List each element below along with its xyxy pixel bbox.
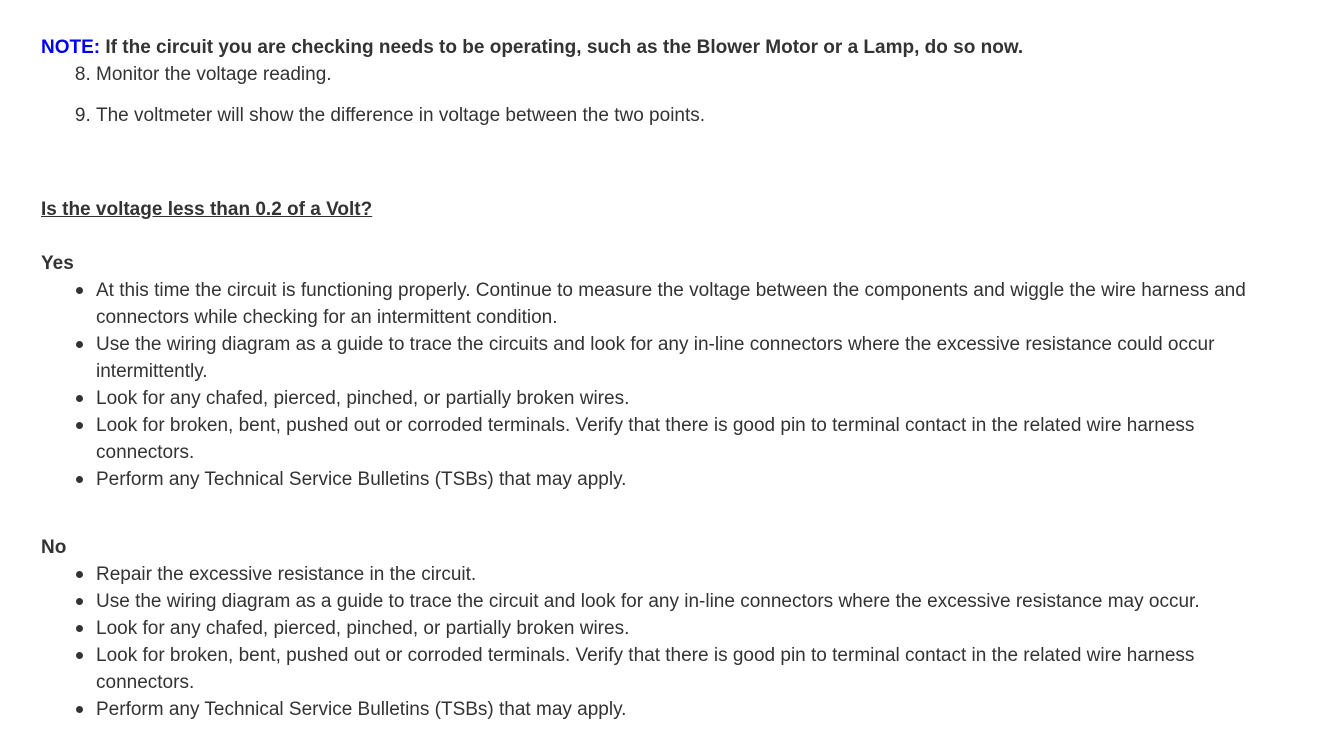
- no-heading: No: [41, 537, 67, 558]
- note: [41, 34, 1271, 61]
- no-list-item: Look for broken, bent, pushed out or corroded terminals. Verify that there is good pin to terminal contact in the related wire harness connectors.: [96, 642, 1271, 696]
- yes-list-item: At this time the circuit is functioning properly. Continue to measure the voltage between the components and wiggle the wire harness and connectors while checking for an intermittent condition.: [96, 277, 1271, 331]
- step-item: 8. Monitor the voltage reading.: [96, 61, 1271, 88]
- yes-list-item: Look for broken, bent, pushed out or corroded terminals. Verify that there is good pin to terminal contact in the related wire harness connectors.: [96, 412, 1271, 466]
- document-page: [41, 34, 1271, 723]
- yes-heading: Yes: [41, 253, 74, 274]
- no-list: [41, 561, 1271, 723]
- yes-list: [41, 277, 1271, 493]
- note-label: NOTE:: [41, 37, 101, 58]
- no-list-item: Repair the excessive resistance in the circuit.: [96, 561, 1271, 588]
- yes-list-item: Use the wiring diagram as a guide to trace the circuits and look for any in-line connectors where the excessive resistance could occur intermittently.: [96, 331, 1271, 385]
- no-list-item: Look for any chafed, pierced, pinched, or partially broken wires.: [96, 615, 1271, 642]
- test-question: Is the voltage less than 0.2 of a Volt?: [41, 199, 373, 220]
- step-item: 9. The voltmeter will show the difference in voltage between the two points.: [96, 102, 1271, 129]
- yes-list-item: Perform any Technical Service Bulletins (TSBs) that may apply.: [96, 466, 1271, 493]
- procedure-steps: [41, 61, 1271, 129]
- no-list-item: Perform any Technical Service Bulletins (TSBs) that may apply.: [96, 696, 1271, 723]
- no-list-item: Use the wiring diagram as a guide to trace the circuit and look for any in-line connectors where the excessive resistance may occur.: [96, 588, 1271, 615]
- note-text: If the circuit you are checking needs to be operating, such as the Blower Motor or a Lamp, do so now.: [105, 37, 1024, 58]
- yes-list-item: Look for any chafed, pierced, pinched, or partially broken wires.: [96, 385, 1271, 412]
